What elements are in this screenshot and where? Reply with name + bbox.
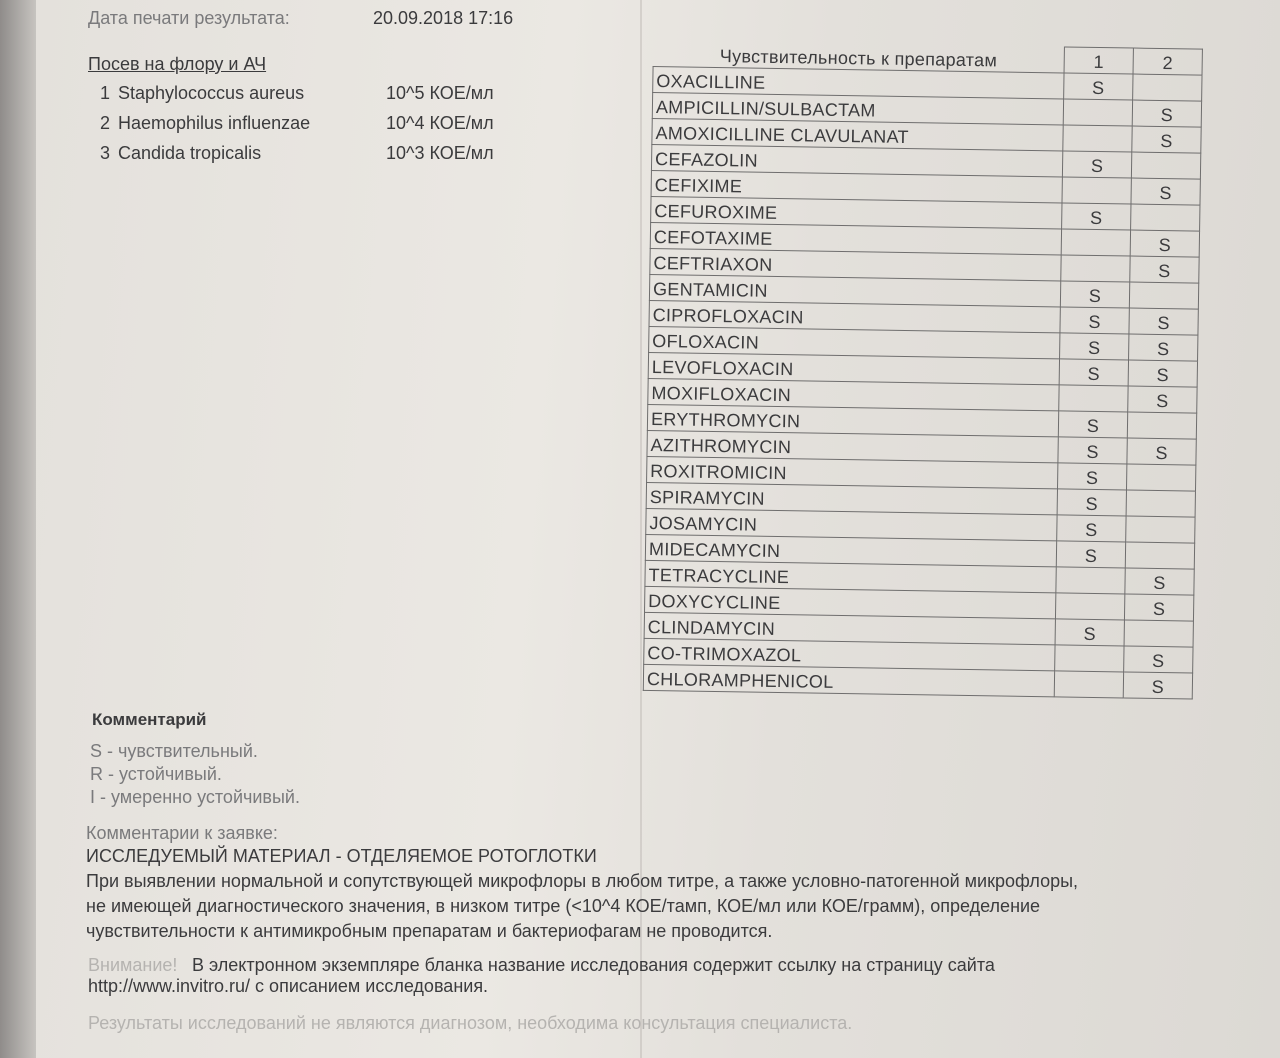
organism-number: 3 — [100, 143, 111, 163]
sensitivity-col-1 — [1062, 177, 1131, 204]
sensitivity-col-1: S — [1057, 515, 1126, 542]
photo-edge — [0, 0, 36, 1058]
notice-label: Внимание! — [88, 955, 178, 975]
sensitivity-col-1: S — [1060, 333, 1129, 360]
drug-name: SPIRAMYCIN — [646, 482, 1057, 514]
sensitivity-col-1: S — [1055, 619, 1124, 646]
sensitivity-col-1: S — [1064, 73, 1133, 100]
drug-name: DOXYCYCLINE — [645, 586, 1056, 618]
print-date-value: 20.09.2018 17:16 — [373, 8, 514, 28]
drug-name: CEFUROXIME — [651, 196, 1062, 228]
sensitivity-col-1: S — [1062, 203, 1131, 230]
comment-title: Комментарий — [92, 710, 207, 729]
notice-line: В электронном экземпляре бланка название исследования содержит ссылку на страницу сайта — [192, 955, 995, 975]
column-2-header: 2 — [1133, 48, 1202, 75]
sensitivity-col-2: S — [1131, 178, 1200, 205]
sensitivity-col-2: S — [1128, 360, 1197, 387]
sensitivity-col-1 — [1055, 645, 1124, 672]
organism-number: 1 — [100, 83, 111, 103]
sensitivity-col-1: S — [1056, 541, 1125, 568]
sensitivity-col-2: S — [1129, 308, 1198, 335]
sensitivity-header: Чувствительность к препаратам — [653, 41, 1064, 73]
sensitivity-col-2: S — [1123, 672, 1192, 699]
drug-name: CHLORAMPHENICOL — [643, 664, 1054, 696]
drug-name: AMPICILLIN/SULBACTAM — [652, 93, 1063, 125]
sensitivity-col-2: S — [1132, 100, 1201, 127]
sensitivity-col-2 — [1125, 542, 1194, 569]
drug-name: OFLOXACIN — [649, 326, 1060, 358]
sensitivity-col-1: S — [1058, 437, 1127, 464]
drug-name: JOSAMYCIN — [646, 508, 1057, 540]
drug-name: GENTAMICIN — [649, 274, 1060, 306]
sensitivity-col-1 — [1061, 229, 1130, 256]
sensitivity-col-2 — [1126, 464, 1195, 491]
order-comment-line: не имеющей диагностического значения, в низком титре (<10^4 КОЕ/тамп, КОЕ/мл или КОЕ/грамм), определение — [86, 896, 1041, 916]
sensitivity-col-1: S — [1057, 489, 1126, 516]
organism-name: Haemophilus influenzae — [118, 113, 311, 133]
material-line: ИССЛЕДУЕМЫЙ МАТЕРИАЛ - ОТДЕЛЯЕМОЕ РОТОГЛОТКИ — [86, 846, 597, 866]
order-comment-line: чувствительности к антимикробным препаратам и бактериофагам не проводится. — [86, 921, 773, 941]
legend-line: I - умеренно устойчивый. — [90, 787, 300, 807]
sensitivity-table — [643, 40, 1203, 700]
organism-titer: 10^3 КОЕ/мл — [386, 143, 494, 163]
sensitivity-col-2 — [1126, 490, 1195, 517]
legend-line: R - устойчивый. — [90, 764, 222, 784]
sensitivity-col-1 — [1056, 567, 1125, 594]
organism-name: Candida tropicalis — [118, 143, 262, 163]
sensitivity-col-2 — [1127, 412, 1196, 439]
drug-name: CLINDAMYCIN — [644, 612, 1055, 644]
drug-name: OXACILLINE — [653, 67, 1064, 99]
order-comment-line: При выявлении нормальной и сопутствующей микрофлоры в любом титре, а также условно-патогенной микрофлоры, — [86, 871, 1079, 891]
drug-name: CO-TRIMOXAZOL — [644, 638, 1055, 670]
drug-name: MOXIFLOXACIN — [648, 378, 1059, 410]
sensitivity-col-2: S — [1125, 568, 1194, 595]
sensitivity-col-2: S — [1130, 256, 1199, 283]
culture-title: Посев на флору и АЧ — [88, 54, 267, 74]
sensitivity-col-2 — [1131, 204, 1200, 231]
drug-name: CEFAZOLIN — [651, 144, 1062, 176]
sensitivity-col-2 — [1124, 620, 1193, 647]
drug-name: MIDECAMYCIN — [645, 534, 1056, 566]
sensitivity-col-2 — [1131, 152, 1200, 179]
organism-titer: 10^4 КОЕ/мл — [386, 113, 494, 133]
sensitivity-col-1 — [1059, 385, 1128, 412]
sensitivity-col-1 — [1063, 99, 1132, 126]
column-1-header: 1 — [1064, 47, 1133, 74]
sensitivity-col-1: S — [1059, 359, 1128, 386]
sensitivity-col-2: S — [1128, 386, 1197, 413]
sensitivity-col-2 — [1129, 282, 1198, 309]
drug-name: TETRACYCLINE — [645, 560, 1056, 592]
sensitivity-col-2: S — [1124, 594, 1193, 621]
sensitivity-col-1: S — [1062, 151, 1131, 178]
sensitivity-col-2 — [1133, 74, 1202, 101]
drug-name: CEFOTAXIME — [650, 222, 1061, 254]
drug-name: LEVOFLOXACIN — [648, 352, 1059, 384]
sensitivity-col-1: S — [1057, 463, 1126, 490]
drug-name: CEFTRIAXON — [650, 248, 1061, 280]
organism-number: 2 — [100, 113, 111, 133]
legend-line: S - чувствительный. — [90, 741, 258, 761]
drug-name: ROXITROMICIN — [647, 456, 1058, 488]
print-date-label: Дата печати результата: — [88, 8, 290, 28]
drug-name: ERYTHROMYCIN — [647, 404, 1058, 436]
sensitivity-col-1: S — [1060, 307, 1129, 334]
sensitivity-col-2: S — [1129, 334, 1198, 361]
sensitivity-col-2: S — [1130, 230, 1199, 257]
organism-titer: 10^5 КОЕ/мл — [386, 83, 494, 103]
sensitivity-col-1: S — [1058, 411, 1127, 438]
drug-name: AMOXICILLINE CLAVULANAT — [652, 118, 1063, 150]
drug-name: CEFIXIME — [651, 170, 1062, 202]
sensitivity-col-2: S — [1124, 646, 1193, 673]
sensitivity-col-1 — [1063, 125, 1132, 152]
sensitivity-col-2: S — [1127, 438, 1196, 465]
organism-name: Staphylococcus aureus — [118, 83, 305, 103]
sensitivity-col-2: S — [1132, 126, 1201, 153]
disclaimer: Результаты исследований не являются диагнозом, необходима консультация специалиста. — [88, 1013, 853, 1033]
order-comments-title: Комментарии к заявке: — [86, 823, 278, 843]
sensitivity-col-1 — [1061, 255, 1130, 282]
drug-name: CIPROFLOXACIN — [649, 300, 1060, 332]
notice-line: http://www.invitro.ru/ с описанием исследования. — [88, 976, 489, 996]
sensitivity-col-1: S — [1060, 281, 1129, 308]
sensitivity-col-2 — [1126, 516, 1195, 543]
sensitivity-col-1 — [1054, 671, 1123, 698]
sensitivity-col-1 — [1055, 593, 1124, 620]
drug-name: AZITHROMYCIN — [647, 430, 1058, 462]
